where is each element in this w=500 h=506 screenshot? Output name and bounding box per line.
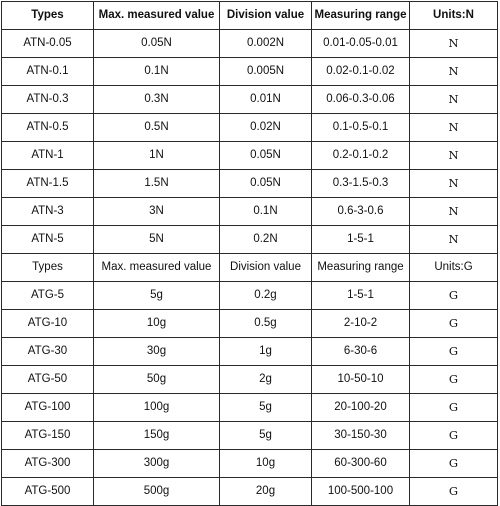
cell-range: 60-300-60	[312, 450, 410, 478]
cell-range: 0.02-0.1-0.02	[312, 58, 410, 86]
cell-type: ATG-10	[2, 310, 94, 338]
cell-unit: G	[410, 422, 498, 450]
header-types: Types	[2, 254, 94, 282]
table-row	[2, 198, 498, 226]
cell-range: 6-30-6	[312, 338, 410, 366]
cell-range: 100-500-100	[312, 478, 410, 506]
cell-unit: G	[410, 394, 498, 422]
header-max-measured: Max. measured value	[94, 2, 220, 30]
cell-division: 0.5g	[220, 310, 312, 338]
cell-type: ATN-0.3	[2, 86, 94, 114]
cell-division: 0.2N	[220, 226, 312, 254]
table-header-row-newton	[2, 2, 498, 30]
cell-range: 0.6-3-0.6	[312, 198, 410, 226]
header-units: Units:G	[410, 254, 498, 282]
cell-division: 0.02N	[220, 114, 312, 142]
table-row	[2, 394, 498, 422]
cell-unit: N	[410, 30, 498, 58]
table-row	[2, 226, 498, 254]
cell-max: 300g	[94, 450, 220, 478]
cell-type: ATN-5	[2, 226, 94, 254]
cell-max: 0.1N	[94, 58, 220, 86]
cell-unit: N	[410, 198, 498, 226]
cell-max: 10g	[94, 310, 220, 338]
header-types: Types	[2, 2, 94, 30]
cell-unit: N	[410, 86, 498, 114]
cell-type: ATG-150	[2, 422, 94, 450]
cell-range: 0.1-0.5-0.1	[312, 114, 410, 142]
header-units: Units:N	[410, 2, 498, 30]
cell-division: 0.05N	[220, 142, 312, 170]
cell-unit: G	[410, 478, 498, 506]
table-row	[2, 310, 498, 338]
cell-division: 20g	[220, 478, 312, 506]
cell-division: 5g	[220, 422, 312, 450]
cell-division: 0.05N	[220, 170, 312, 198]
spec-table-body	[2, 2, 498, 506]
cell-type: ATG-300	[2, 450, 94, 478]
cell-max: 1N	[94, 142, 220, 170]
cell-range: 1-5-1	[312, 226, 410, 254]
cell-max: 0.05N	[94, 30, 220, 58]
cell-division: 2g	[220, 366, 312, 394]
cell-type: ATG-30	[2, 338, 94, 366]
header-division: Division value	[220, 254, 312, 282]
spec-table	[1, 1, 498, 506]
cell-type: ATG-100	[2, 394, 94, 422]
cell-division: 0.01N	[220, 86, 312, 114]
cell-max: 5g	[94, 282, 220, 310]
cell-division: 0.002N	[220, 30, 312, 58]
cell-division: 0.2g	[220, 282, 312, 310]
cell-max: 30g	[94, 338, 220, 366]
table-row	[2, 86, 498, 114]
cell-range: 2-10-2	[312, 310, 410, 338]
table-row	[2, 170, 498, 198]
cell-type: ATN-1	[2, 142, 94, 170]
cell-unit: G	[410, 366, 498, 394]
cell-max: 0.3N	[94, 86, 220, 114]
cell-range: 30-150-30	[312, 422, 410, 450]
cell-range: 20-100-20	[312, 394, 410, 422]
cell-unit: G	[410, 450, 498, 478]
header-division: Division value	[220, 2, 312, 30]
cell-type: ATN-0.5	[2, 114, 94, 142]
cell-division: 10g	[220, 450, 312, 478]
table-row	[2, 114, 498, 142]
table-row	[2, 338, 498, 366]
cell-division: 0.005N	[220, 58, 312, 86]
cell-max: 3N	[94, 198, 220, 226]
cell-unit: N	[410, 142, 498, 170]
table-row	[2, 282, 498, 310]
cell-range: 10-50-10	[312, 366, 410, 394]
cell-type: ATN-3	[2, 198, 94, 226]
cell-division: 0.1N	[220, 198, 312, 226]
cell-type: ATG-50	[2, 366, 94, 394]
cell-type: ATN-0.1	[2, 58, 94, 86]
table-row	[2, 58, 498, 86]
table-row	[2, 422, 498, 450]
cell-type: ATN-0.05	[2, 30, 94, 58]
table-row	[2, 142, 498, 170]
cell-range: 0.2-0.1-0.2	[312, 142, 410, 170]
table-row	[2, 30, 498, 58]
table-row	[2, 450, 498, 478]
cell-unit: G	[410, 282, 498, 310]
cell-unit: N	[410, 226, 498, 254]
cell-type: ATG-5	[2, 282, 94, 310]
header-max-measured: Max. measured value	[94, 254, 220, 282]
cell-range: 0.06-0.3-0.06	[312, 86, 410, 114]
table-row	[2, 478, 498, 506]
table-header-row-gram	[2, 254, 498, 282]
cell-type: ATN-1.5	[2, 170, 94, 198]
cell-max: 5N	[94, 226, 220, 254]
cell-max: 0.5N	[94, 114, 220, 142]
cell-max: 1.5N	[94, 170, 220, 198]
cell-division: 5g	[220, 394, 312, 422]
cell-max: 100g	[94, 394, 220, 422]
cell-range: 0.3-1.5-0.3	[312, 170, 410, 198]
cell-unit: N	[410, 114, 498, 142]
header-range: Measuring range	[312, 2, 410, 30]
cell-unit: N	[410, 170, 498, 198]
cell-unit: G	[410, 310, 498, 338]
cell-unit: N	[410, 58, 498, 86]
cell-max: 150g	[94, 422, 220, 450]
table-row	[2, 366, 498, 394]
header-range: Measuring range	[312, 254, 410, 282]
cell-max: 50g	[94, 366, 220, 394]
cell-range: 1-5-1	[312, 282, 410, 310]
cell-unit: G	[410, 338, 498, 366]
cell-max: 500g	[94, 478, 220, 506]
cell-range: 0.01-0.05-0.01	[312, 30, 410, 58]
cell-division: 1g	[220, 338, 312, 366]
cell-type: ATG-500	[2, 478, 94, 506]
